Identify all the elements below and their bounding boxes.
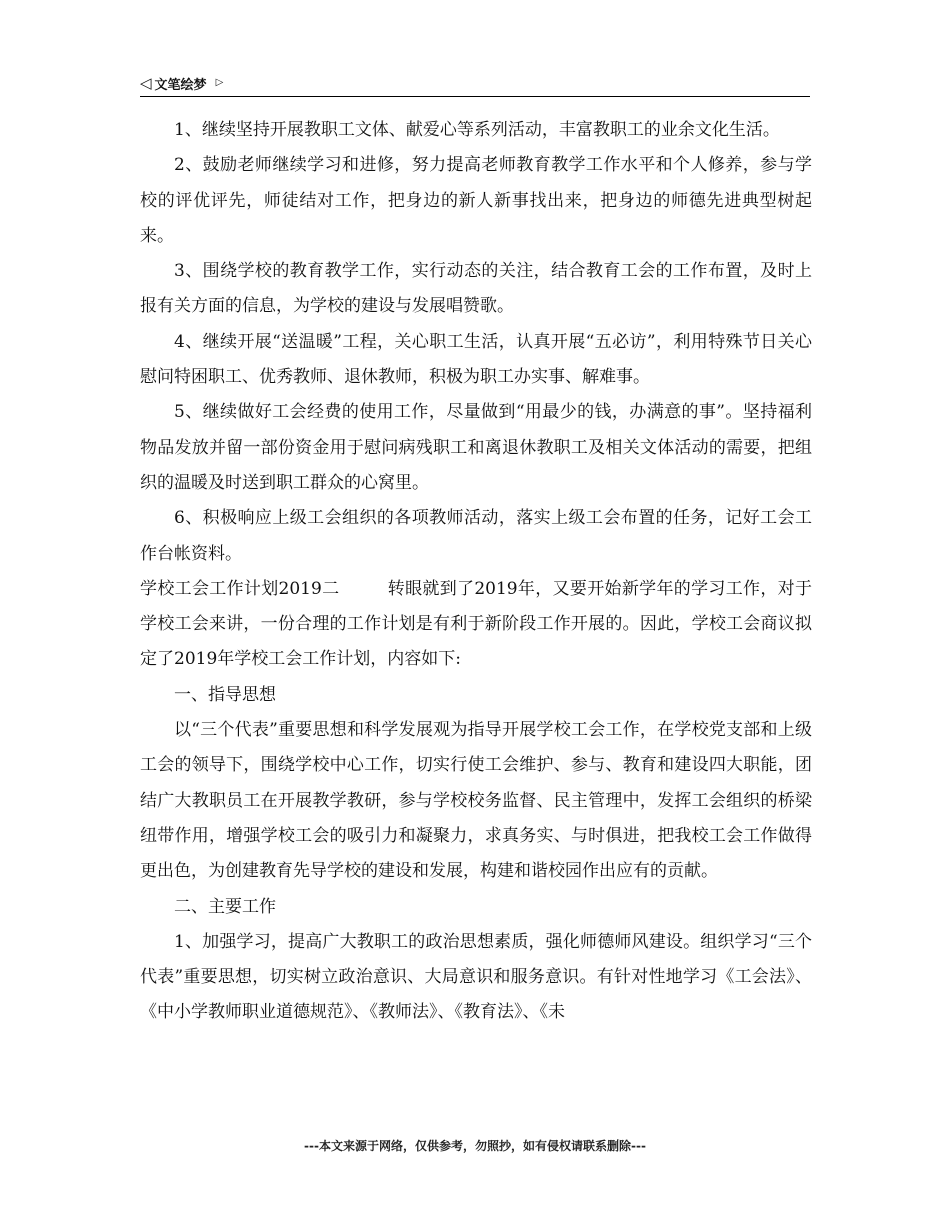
document-body [140,113,812,1031]
triangle-right-icon: ▷ [215,77,224,88]
paragraph-3: 3、围绕学校的教育教学工作，实行动态的关注，结合教育工会的工作布置，及时上报有关方面的信息，为学校的建设与发展唱赞歌。 [140,261,812,317]
triangle-left-icon: ◁ [140,73,152,92]
section-title: 学校工会工作计划2019二 [140,578,340,599]
main-work-item-1: 1、加强学习，提高广大教职工的政治思想素质，强化师德师风建设。组织学习“三个代表”重要思想，切实树立政治意识、大局意识和服务意识。有针对性地学习《工会法》、《中小学教师职业道德规范》、《教师法》、《教育法》、《未 [140,931,812,1023]
intro-text: 转眼就到了2019年，又要开始新学年的学习工作，对于学校工会来讲，一份合理的工作计划是有利于新阶段工作开展的。因此，学校工会商议拟定了2019年学校工会工作计划，内容如下: [140,578,812,670]
guiding-thought-text: 以“三个代表”重要思想和科学发展观为指导开展学校工会工作，在学校党支部和上级工会的领导下，围绕学校中心工作，切实行使工会维护、参与、教育和建设四大职能，团结广大教职员工在开展教学教研，参与学校校务监督、民主管理中，发挥工会组织的桥梁纽带作用，增强学校工会的吸引力和凝聚力，求真务实、与时俱进，把我校工会工作做得更出色，为创建教育先导学校的建设和发展，构建和谐校园作出应有的贡献。 [140,720,812,882]
brand-label: 文笔绘梦 [154,77,207,93]
footer-notice: ---本文来源于网络，仅供参考，勿照抄，如有侵权请联系删除--- [304,1139,646,1153]
page-header [140,70,810,97]
section-intro-paragraph [140,572,812,678]
paragraph-2: 2、鼓励老师继续学习和进修，努力提高老师教育教学工作水平和个人修养，参与学校的评优评先，师徒结对工作，把身边的新人新事找出来，把身边的师德先进典型树起来。 [140,155,812,246]
paragraph-1: 1、继续坚持开展教职工文体、献爱心等系列活动，丰富教职工的业余文化生活。 [174,120,780,140]
heading-guiding-thought: 一、指导思想 [174,684,276,705]
paragraph-5: 5、继续做好工会经费的使用工作，尽量做到“用最少的钱，办满意的事”。坚持福利物品发放并留一部份资金用于慰问病残职工和离退休教职工及相关文体活动的需要，把组织的温暖及时送到职工群众的心窝里。 [140,402,812,493]
paragraph-4: 4、继续开展“送温暖”工程，关心职工生活，认真开展“五必访”，利用特殊节日关心慰问特困职工、优秀教师、退休教师，积极为职工办实事、解难事。 [140,331,812,388]
paragraph-6: 6、积极响应上级工会组织的各项教师活动，落实上级工会布置的任务，记好工会工作台帐资料。 [140,508,812,564]
heading-main-work: 二、主要工作 [174,896,276,917]
